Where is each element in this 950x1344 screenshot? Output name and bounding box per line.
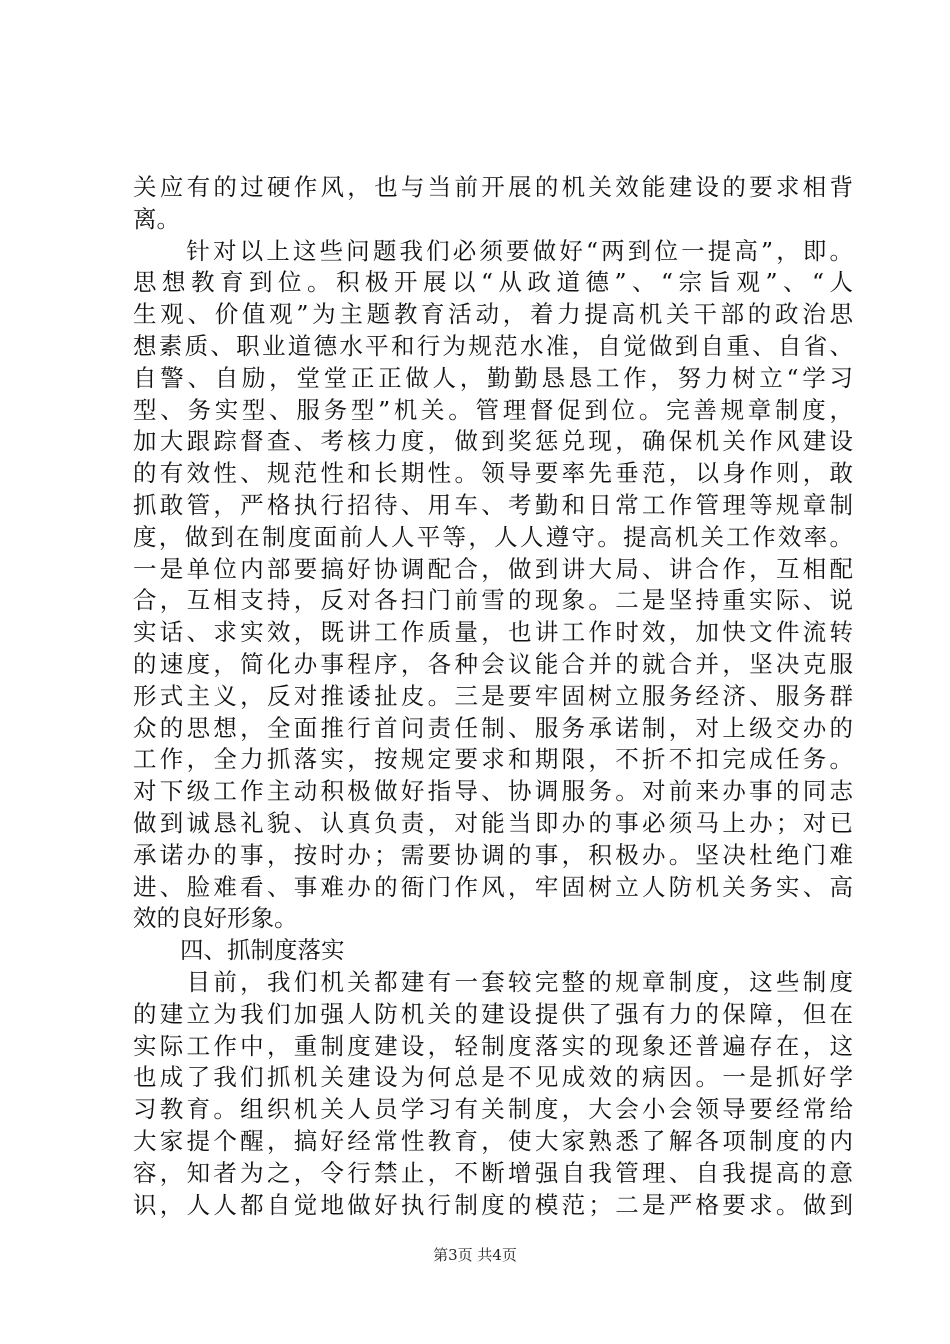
text-line: 关应有的过硬作风，也与当前开展的机关效能建设的要求相背 — [133, 173, 853, 201]
page-footer — [0, 1244, 950, 1265]
text-line: 承诺办的事，按时办；需要协调的事，积极办。坚决杜绝门难 — [133, 840, 853, 869]
text-line: 离。 — [133, 204, 180, 233]
text-line: 效的良好形象。 — [133, 904, 298, 933]
document-body — [133, 172, 853, 1221]
page-number: 第3页 共4页 — [433, 1246, 517, 1264]
text-line: 的速度，简化办事程序，各种会议能合并的就合并，坚决克服 — [133, 649, 853, 678]
text-line: 做到诚恳礼貌、认真负责，对能当即办的事必须马上办；对已 — [133, 808, 853, 837]
text-line: 也成了我们抓机关建设为何总是不见成效的病因。一是抓好学 — [133, 1063, 853, 1092]
text-line: 识，人人都自觉地做好执行制度的模范；二是严格要求。做到 — [133, 1190, 853, 1219]
text-line: 思想教育到位。积极开展以“从政道德”、“宗旨观”、“人 — [133, 268, 853, 297]
text-line: 实际工作中，重制度建设，轻制度落实的现象还普遍存在，这 — [133, 1031, 853, 1060]
text-line: 容，知者为之，令行禁止，不断增强自我管理、自我提高的意 — [133, 1158, 853, 1187]
text-line: 想素质、职业道德水平和行为规范水准，自觉做到自重、自省、 — [133, 331, 853, 360]
text-line: 的建立为我们加强人防机关的建设提供了强有力的保障，但在 — [133, 999, 853, 1028]
text-line: 合，互相支持，反对各扫门前雪的现象。二是坚持重实际、说 — [133, 586, 853, 615]
section-heading: 四、抓制度落实 — [180, 936, 345, 965]
text-line: 抓敢管，严格执行招待、用车、考勤和日常工作管理等规章制 — [133, 490, 853, 519]
text-line: 一是单位内部要搞好协调配合，做到讲大局、讲合作，互相配 — [133, 554, 853, 583]
text-line: 的有效性、规范性和长期性。领导要率先垂范，以身作则，敢 — [133, 459, 853, 488]
text-line: 自警、自励，堂堂正正做人，勤勤恳恳工作，努力树立“学习 — [133, 363, 853, 392]
text-line: 生观、价值观”为主题教育活动，着力提高机关干部的政治思 — [133, 300, 853, 329]
text-line: 加大跟踪督查、考核力度，做到奖惩兑现，确保机关作风建设 — [133, 427, 853, 456]
text-line: 实话、求实效，既讲工作质量，也讲工作时效，加快文件流转 — [133, 618, 853, 647]
text-line: 习教育。组织机关人员学习有关制度，大会小会领导要经常给 — [133, 1095, 853, 1124]
text-line: 大家提个醒，搞好经常性教育，使大家熟悉了解各项制度的内 — [133, 1126, 853, 1155]
text-line: 目前，我们机关都建有一套较完整的规章制度，这些制度 — [133, 967, 853, 996]
text-line: 形式主义，反对推诿扯皮。三是要牢固树立服务经济、服务群 — [133, 681, 853, 710]
text-line: 针对以上这些问题我们必须要做好“两到位一提高”，即。 — [133, 236, 853, 265]
text-line: 众的思想，全面推行首问责任制、服务承诺制，对上级交办的 — [133, 713, 853, 742]
text-line: 型、务实型、服务型”机关。管理督促到位。完善规章制度， — [133, 395, 853, 424]
text-line: 度，做到在制度面前人人平等，人人遵守。提高机关工作效率。 — [133, 522, 853, 551]
text-line: 工作，全力抓落实，按规定要求和期限，不折不扣完成任务。 — [133, 745, 853, 774]
text-line: 对下级工作主动积极做好指导、协调服务。对前来办事的同志 — [133, 777, 853, 806]
text-line: 进、脸难看、事难办的衙门作风，牢固树立人防机关务实、高 — [133, 872, 853, 901]
